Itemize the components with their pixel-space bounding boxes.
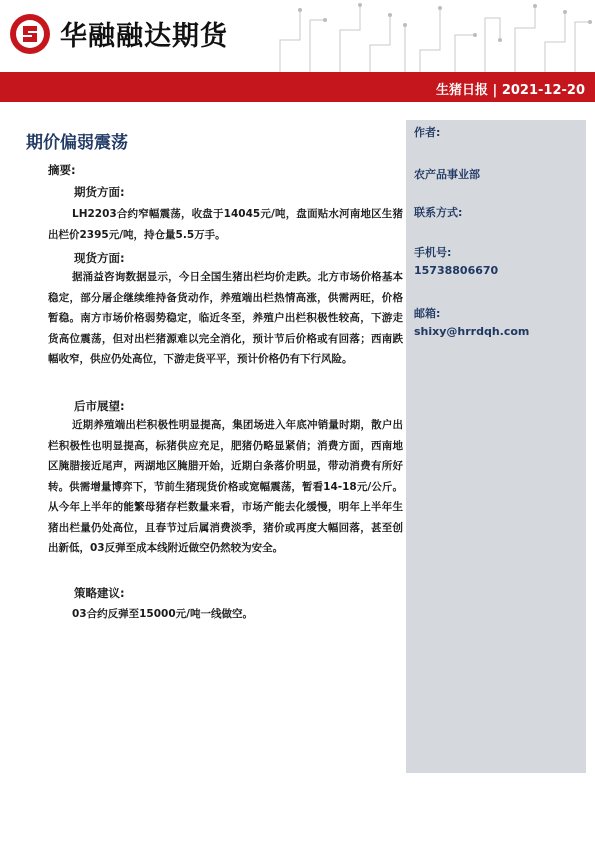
email-address: shixy@hrrdqh.com [414,325,530,338]
circuit-decoration-icon [270,0,595,72]
author-label: 作者: [414,126,441,139]
section-heading-spot: 现货方面: [74,251,125,265]
company-logo-icon [8,12,52,56]
section-body-spot: 据涌益咨询数据显示，今日全国生猪出栏均价走跌。北方市场价格基本稳定，部分屠企继续维持备货动作，养殖端出栏热情高涨，供需两旺，价格暂稳。南方市场价格弱势稳定，临近冬至，养殖户出栏积极性较高，下游走货高位震荡，但对出栏猪源难以完全消化，预计节后价格或有回落；西南跌幅收窄，供应仍处高位，下游走货平平，预计价格仍有下行风险。 [48,271,403,365]
contact-label: 联系方式: [414,206,463,219]
summary-label: 摘要: [48,163,76,177]
brand-name: 华融融达期货 [60,21,228,52]
phone-label: 手机号: [414,246,452,259]
section-body-futures: LH2203合约窄幅震荡，收盘于14045元/吨，盘面贴水河南地区生猪出栏价2395元/吨，持仓量5.5万手。 [48,208,403,241]
department-name: 农产品事业部 [414,168,480,181]
phone-number: 15738806670 [414,264,499,277]
email-label: 邮箱: [414,307,441,320]
page-title: 期价偏弱震荡 [26,133,128,153]
section-heading-outlook: 后市展望: [74,399,125,413]
report-type-date: 生猪日报 | 2021-12-20 [436,83,585,98]
section-body-outlook: 近期养殖端出栏积极性明显提高，集团场进入年底冲销量时期，散户出栏积极性也明显提高，标猪供应充足，肥猪仍略显紧俏；消费方面，西南地区腌腊接近尾声，两湖地区腌腊开始，近期白条落价明显，带动消费有所好转。供需增量博弈下，节前生猪现货价格或宽幅震荡，暂看14-18元/公斤。从今年上半年的能繁母猪存栏数量来看，市场产能去化缓慢，明年上半年生猪出栏量仍处高位，且春节过后属消费淡季，猪价或再度大幅回落，甚至创出新低，03反弹至成本线附近做空仍然较为安全。 [48,419,403,554]
section-body-strategy: 03合约反弹至15000元/吨一线做空。 [72,608,253,620]
page-header [0,0,595,75]
section-heading-futures: 期货方面: [74,185,125,199]
section-heading-strategy: 策略建议: [74,586,125,600]
